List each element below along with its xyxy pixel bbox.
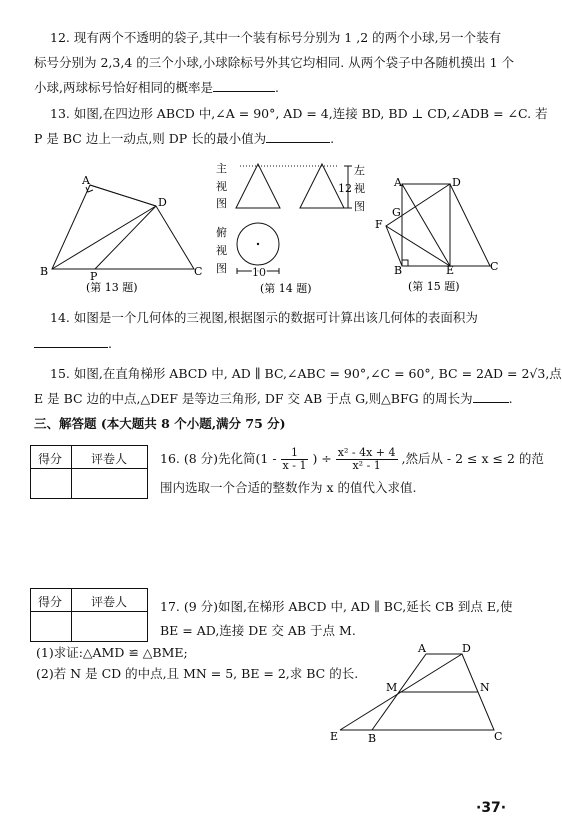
fig15-triangle-def (386, 184, 450, 266)
fig15-right-angle-b (402, 260, 408, 266)
figure-15 (372, 176, 512, 294)
q16-suffix: ,然后从 - 2 ≤ x ≤ 2 的范 (401, 451, 544, 466)
fig13-label-d: D (158, 196, 167, 209)
fig13-caption: (第 13 题) (86, 281, 138, 294)
q12-text: 小球,两球标号恰好相同的概率是 (34, 80, 213, 95)
q14-answer-blank[interactable] (34, 347, 108, 348)
fig14-width-value: 10 (252, 266, 266, 279)
q17-line2: BE = AD,连接 DE 交 AB 于点 M. (160, 623, 356, 638)
fig14-top-label-3: 图 (216, 262, 227, 275)
q16-middle: ) ÷ (312, 451, 332, 466)
section3-title: 三、解答题 (34, 416, 97, 431)
score-box-q16 (30, 445, 148, 499)
fig17-label-n: N (480, 681, 490, 694)
fig17-label-c: C (494, 730, 503, 743)
score-box-q16-grader-label: 评卷人 (91, 452, 128, 466)
fig14-top-label-1: 俯 (216, 226, 227, 239)
fig13-label-a: A (82, 174, 90, 187)
fig14-top-label-2: 视 (216, 244, 227, 257)
fig15-label-c: C (490, 260, 499, 273)
section3-header (34, 416, 286, 432)
fig14-height-value: 12 (338, 182, 352, 195)
figure-14 (212, 160, 372, 298)
fig14-front-char-1: 主 (216, 162, 227, 175)
score-box-q17-grader-label: 评卷人 (91, 595, 128, 609)
score-box-q16-grader-cell[interactable] (73, 469, 145, 497)
fig15-label-b: B (394, 264, 403, 277)
q16-frac1-den: x - 1 (282, 459, 307, 472)
fig14-left-label-1: 左 (354, 164, 365, 177)
fig14-front-view-triangle (236, 164, 280, 208)
q15-line2: E 是 BC 边的中点,△DEF 是等边三角形, DF 交 AB 于点 G,则△BFG 的周长为 . (34, 391, 513, 406)
q17-line1: 17. (9 分)如图,在梯形 ABCD 中, AD ∥ BC,延长 CB 到点 E,使 (160, 599, 513, 614)
score-box-q16-score-cell[interactable] (32, 469, 70, 497)
fig14-caption: (第 14 题) (260, 282, 312, 295)
q16-frac1-num: 1 (281, 447, 309, 460)
fig15-caption: (第 15 题) (408, 280, 460, 293)
q16-line1 (160, 447, 544, 472)
fig14-front-label-2: 视 (216, 180, 227, 193)
q15-answer-blank[interactable] (473, 402, 509, 403)
q16-frac2-den: x² - 1 (352, 459, 381, 472)
fig14-center-dot (257, 243, 259, 245)
score-box-q17 (30, 588, 148, 642)
q13-text: P 是 BC 边上一动点,则 DP 长的最小值为 (34, 131, 267, 146)
fig13-label-p: P (90, 270, 98, 283)
score-box-q17-score-cell[interactable] (32, 612, 70, 640)
q13-line1: 13. 如图,在四边形 ABCD 中,∠A = 90°, AD = 4,连接 BD, BD ⊥ CD,∠ADB = ∠C. 若 (50, 106, 548, 121)
fig14-left-label-3: 图 (354, 200, 365, 213)
fig17-label-d: D (462, 642, 471, 655)
fig14-front-label-3: 图 (216, 197, 227, 210)
fig15-label-a: A (394, 176, 402, 189)
q13-line2: P 是 BC 边上一动点,则 DP 长的最小值为 . (34, 131, 335, 146)
q16-line2: 围内选取一个合适的整数作为 x 的值代入求值. (160, 480, 417, 495)
fig14-left-label-2: 视 (354, 182, 365, 195)
fig15-trapezoid (402, 184, 490, 266)
q13-answer-blank[interactable] (266, 142, 330, 143)
figure-13 (38, 168, 208, 294)
page-number: ·37· (476, 800, 507, 816)
q16-frac2-num: x² - 4x + 4 (337, 446, 396, 459)
q16-fraction-1 (281, 447, 309, 472)
q12-line3: 小球,两球标号恰好相同的概率是 . (34, 80, 279, 95)
q15-line1: 15. 如图,在直角梯形 ABCD 中, AD ∥ BC,∠ABC = 90°,∠C = 60°, BC = 2AD = 2√3,点 (50, 366, 562, 381)
fig17-label-b: B (368, 732, 377, 745)
q14-line1: 14. 如图是一个几何体的三视图,根据图示的数据可计算出该几何体的表面积为 (50, 310, 478, 325)
fig14-front-label (216, 162, 227, 175)
fig13-label-b: B (40, 265, 49, 278)
q16-prefix: 16. (8 分)先化简(1 - (160, 451, 277, 466)
q12-line2: 标号分别为 2,3,4 的三个小球,小球除标号外其它均相同. 从两个袋子中各随机摸出 1 个 (34, 55, 515, 70)
fig15-label-f: F (375, 218, 383, 231)
q16-fraction-2 (336, 447, 398, 472)
fig17-label-a: A (418, 642, 426, 655)
q14-line2: . (34, 336, 112, 352)
q17-part1: (1)求证:△AMD ≌ △BME; (36, 645, 188, 660)
q12-answer-blank[interactable] (213, 91, 275, 92)
score-box-q17-score-label: 得分 (38, 595, 63, 609)
fig13-label-c: C (194, 265, 203, 278)
fig13-side-ad (90, 185, 156, 206)
q15-text: E 是 BC 边的中点,△DEF 是等边三角形, DF 交 AB 于点 G,则△BFG 的周长为 (34, 391, 473, 406)
fig15-label-g: G (392, 206, 401, 219)
score-box-q17-grader-cell[interactable] (73, 612, 145, 640)
fig17-label-m: M (386, 681, 398, 694)
q12-line1: 12. 现有两个不透明的袋子,其中一个装有标号分别为 1 ,2 的两个小球,另一个装有 (50, 30, 502, 45)
q17-part2: (2)若 N 是 CD 的中点,且 MN = 5, BE = 2,求 BC 的长. (36, 666, 359, 681)
score-box-q16-score-label: 得分 (38, 452, 63, 466)
figure-17 (326, 640, 506, 752)
section3-note: (本大题共 8 个小题,满分 75 分) (100, 416, 286, 431)
fig17-label-e: E (330, 730, 339, 743)
fig15-label-e: E (446, 264, 455, 277)
fig15-label-d: D (452, 176, 461, 189)
